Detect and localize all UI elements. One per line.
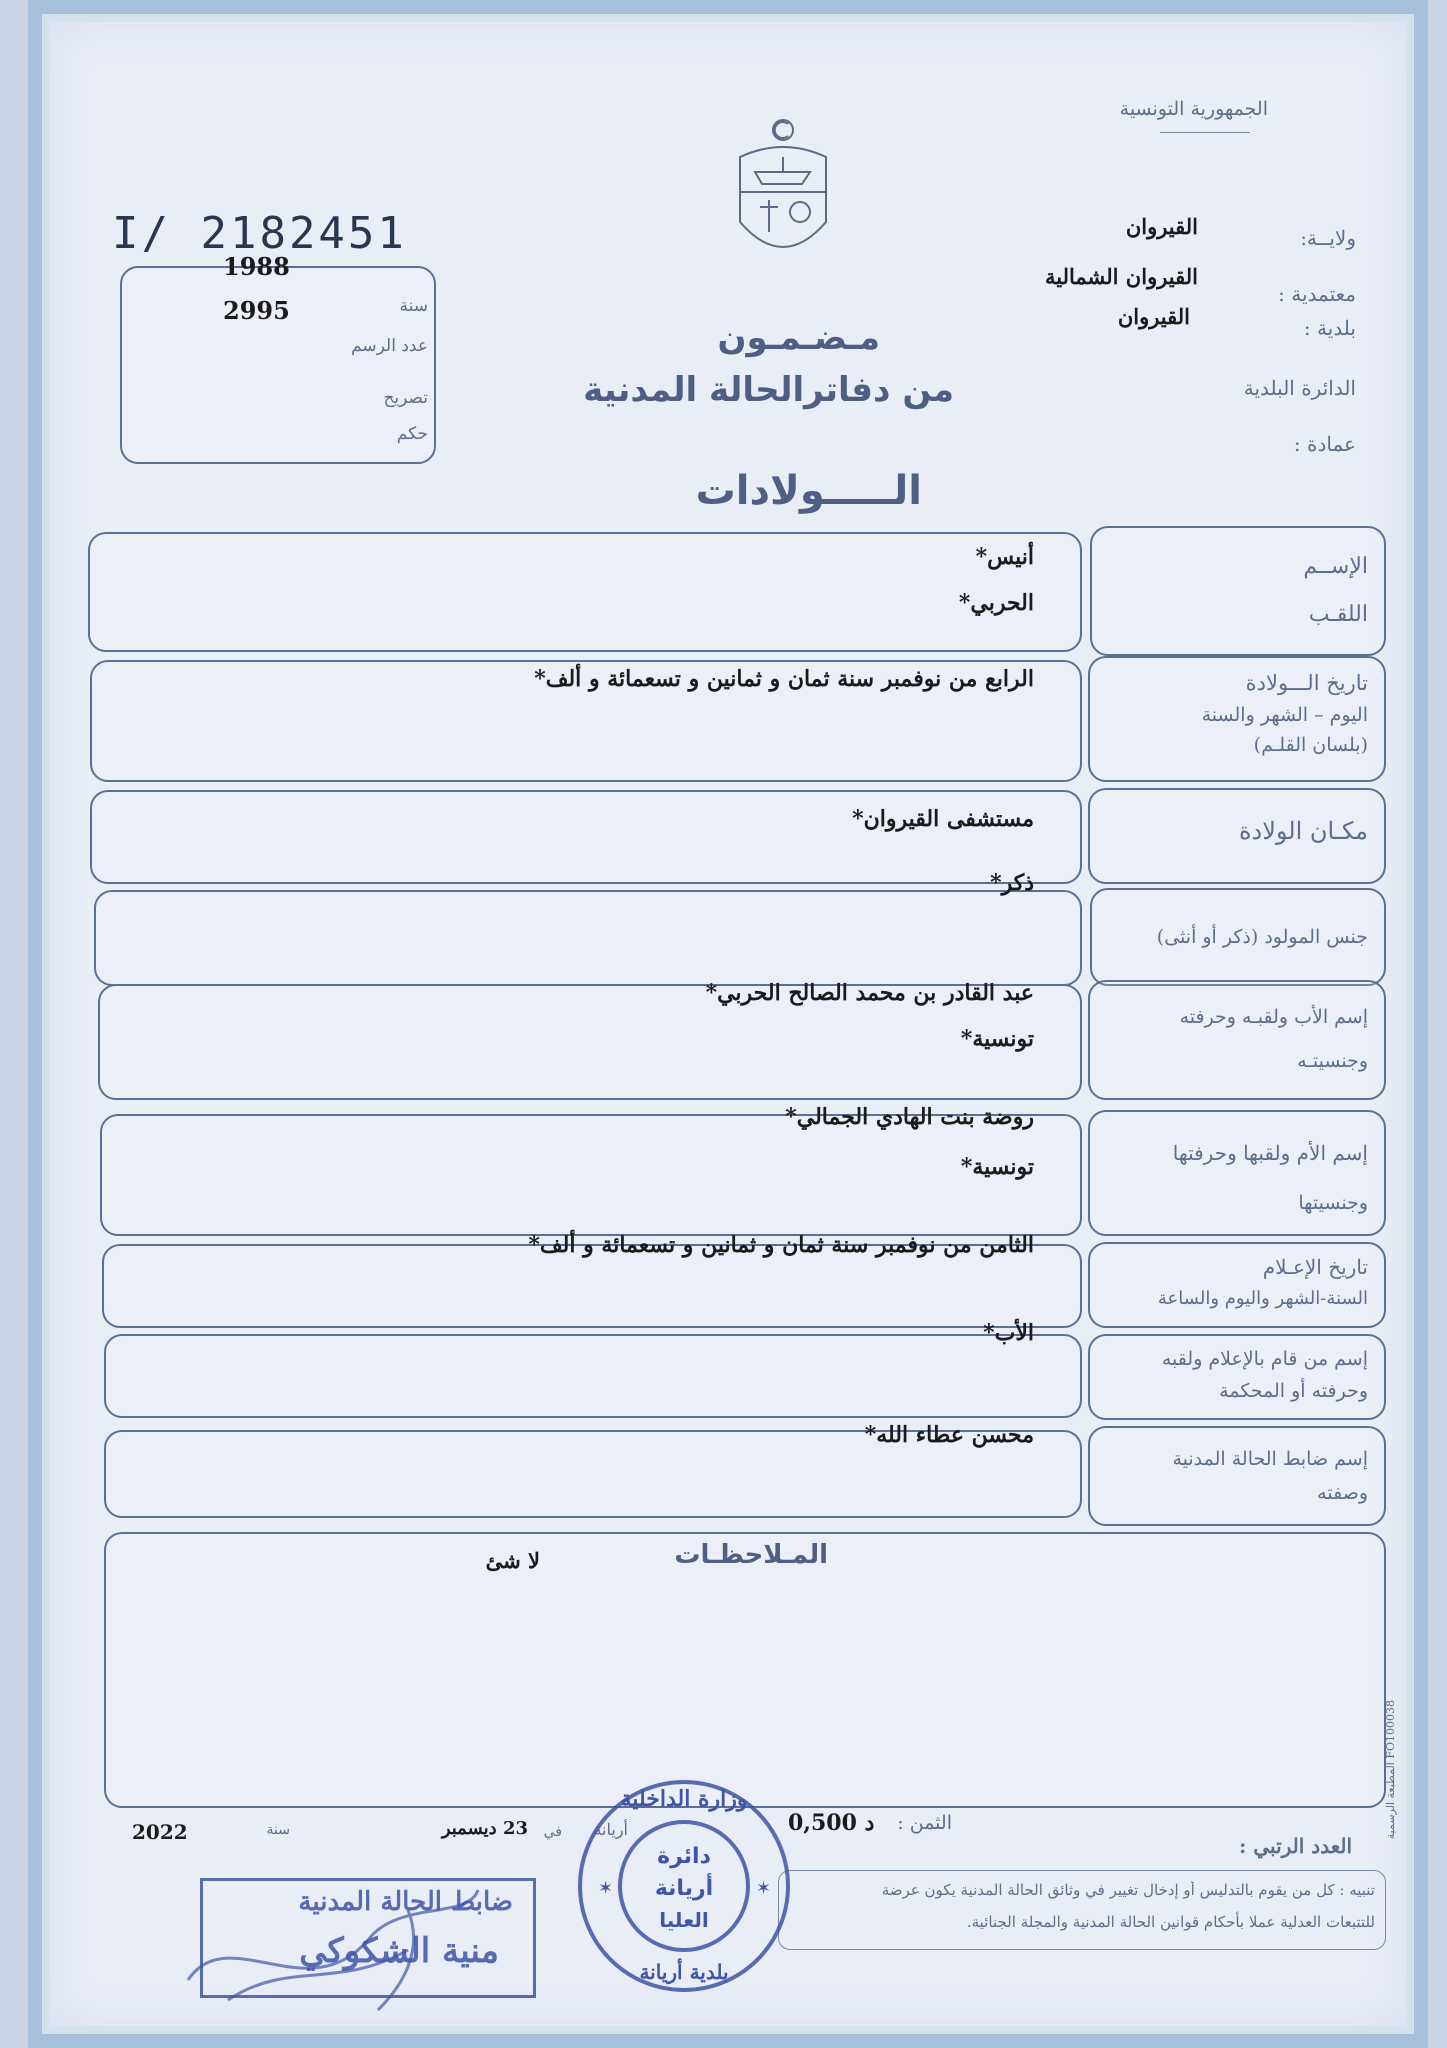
father-name-value: عبد القادر بن محمد الصالح الحربي*: [705, 980, 1034, 1006]
stamp-center-3: العليا: [659, 1908, 709, 1932]
father-nationality-value: تونسية*: [960, 1026, 1034, 1052]
row-birthdate-value-box: [90, 660, 1082, 782]
officer-value: محسن عطاء الله*: [864, 1422, 1034, 1448]
date-year-value: 2022: [132, 1820, 188, 1844]
birthdate-label-3: (بلسان القلـم): [1253, 734, 1368, 756]
name-value: أنيس*: [975, 544, 1034, 570]
mother-nationality-value: تونسية*: [960, 1154, 1034, 1180]
title-extract: مـضـمـون: [717, 318, 880, 358]
mother-label-1: إسم الأم ولقبها وحرفتها: [1172, 1141, 1368, 1165]
date-place: أريانة: [593, 1820, 628, 1839]
governorate-value: القيروان: [1125, 214, 1198, 239]
warning-box: [778, 1870, 1386, 1950]
serial-order-label: العدد الرتبي :: [1239, 1834, 1352, 1858]
birthdate-value: الرابع من نوفمبر سنة ثمان و ثمانين و تسعمائة و ألف*: [534, 666, 1034, 692]
price-value: 0,500 د: [788, 1810, 875, 1836]
row-sex-value-box: [94, 870, 1082, 986]
republic-header: الجمهورية التونسية: [1119, 98, 1268, 120]
delegation-label: معتمدية :: [1278, 282, 1356, 306]
delegation-value: القيروان الشمالية: [1045, 264, 1198, 289]
declarant-label-2: وحرفته أو المحكمة: [1219, 1380, 1368, 1402]
row-mother-value-box: [100, 1104, 1082, 1236]
box-label-declaration: تصريح: [383, 388, 428, 408]
row-birthplace-value-box: [90, 790, 1082, 884]
officer-label-1: إسم ضابط الحالة المدنية: [1172, 1448, 1368, 1470]
row-officer-label-box: [1088, 1426, 1386, 1526]
declarant-value: الأب*: [983, 1320, 1034, 1346]
signature-icon: [168, 1860, 498, 2020]
printer-code: المطبعة الرسمية FO100038: [1384, 1700, 1397, 1840]
surname-label: اللقـب: [1308, 602, 1368, 627]
stamp-outer-bottom: بلدية أريانة: [639, 1960, 729, 1984]
birthplace-label: مكـان الولادة: [1238, 817, 1368, 845]
svg-text:✶: ✶: [598, 1878, 614, 1899]
municipal-stamp-text: [574, 1776, 794, 1996]
svg-text:✶: ✶: [756, 1878, 772, 1899]
declaration-date-label-2: السنة-الشهر واليوم والساعة: [1157, 1288, 1368, 1309]
declarant-label-1: إسم من قام بالإعلام ولقبه: [1161, 1348, 1368, 1370]
officer-stamp-line-2: منية الشكوكي: [299, 1931, 499, 1971]
row-name-value-box: [88, 532, 1082, 652]
sex-label: جنس المولود (ذكر أو أنثى): [1156, 926, 1368, 948]
stamp-center-1: دائرة: [657, 1844, 711, 1869]
title-from-registers: من دفاترالحالة المدنية: [583, 370, 954, 410]
row-declarant-value-box: [104, 1320, 1082, 1418]
mother-name-value: روضة بنت الهادي الجمالي*: [785, 1104, 1034, 1130]
officer-label-2: وصفته: [1317, 1482, 1368, 1504]
row-father-label-box: [1088, 980, 1386, 1100]
document-sheet: [28, 0, 1428, 2048]
declaration-date-label-1: تاريخ الإعـلام: [1262, 1255, 1368, 1279]
municipality-label: بلدية :: [1303, 316, 1356, 340]
sex-value: ذكر*: [990, 870, 1034, 896]
serial-number: I/ 2182451: [112, 208, 407, 259]
birthdate-label-1: تاريخ الـــولادة: [1245, 671, 1368, 695]
birthplace-value: مستشفى القيروان*: [852, 806, 1034, 832]
row-declaration-date-value-box: [102, 1232, 1082, 1328]
father-label-2: وجنسيتـه: [1297, 1050, 1368, 1072]
name-label: الإســم: [1303, 554, 1368, 579]
remarks-value: لا شئ: [485, 1548, 540, 1573]
row-officer-value-box: [104, 1422, 1082, 1518]
row-birthplace-label-box: [1088, 788, 1386, 884]
year-value: 1988: [223, 252, 290, 281]
warning-line-2: للتتبعات العدلية عملا بأحكام قوانين الحالة المدنية والمجلة الجنائية.: [966, 1913, 1375, 1931]
district-label: الدائرة البلدية: [1243, 376, 1356, 400]
row-declarant-label-box: [1088, 1334, 1386, 1420]
governorate-label: ولايــة:: [1300, 226, 1356, 250]
row-declaration-date-label-box: [1088, 1242, 1386, 1328]
row-mother-label-box: [1088, 1110, 1386, 1236]
warning-line-1: تنبيه : كل من يقوم بالتدليس أو إدخال تغيير في وثائق الحالة المدنية يكون عرضة: [881, 1881, 1375, 1899]
title-births: الـــــولادات: [695, 468, 922, 514]
row-father-value-box: [98, 980, 1082, 1100]
father-label-1: إسم الأب ولقبـه وحرفته: [1179, 1006, 1368, 1028]
date-on: في: [543, 1824, 562, 1840]
officer-stamp-line-1: ضابط الحالة المدنية: [298, 1887, 513, 1917]
price-label: الثمن :: [897, 1812, 952, 1834]
box-label-fee-number: عدد الرسم: [351, 336, 428, 356]
coat-of-arms-icon: [730, 112, 836, 272]
stamp-center-2: أريانة: [654, 1876, 714, 1901]
surname-value: الحربي*: [958, 590, 1034, 616]
declaration-date-value: الثامن من نوفمبر سنة ثمان و ثمانين و تسعمائة و ألف*: [528, 1232, 1034, 1258]
date-day-month: 23 ديسمبر: [441, 1818, 528, 1839]
row-birthdate-label-box: [1088, 656, 1386, 782]
birthdate-label-2: اليوم – الشهر والسنة: [1201, 704, 1368, 726]
box-label-year: سنة: [399, 296, 428, 316]
box-label-judgment: حكم: [396, 424, 428, 444]
stamp-outer-top: وزارة الداخلية: [620, 1786, 748, 1812]
republic-underline: [1160, 132, 1250, 133]
row-sex-label-box: [1090, 888, 1386, 986]
sector-label: عمادة :: [1293, 432, 1356, 456]
row-name-label-box: [1090, 526, 1386, 656]
mother-label-2: وجنسيتها: [1298, 1192, 1368, 1214]
date-year-label: سنة: [266, 1822, 290, 1838]
remarks-box: [104, 1532, 1386, 1808]
municipality-value: القيروان: [1117, 304, 1190, 329]
fee-number-value: 2995: [223, 296, 290, 325]
remarks-label: المـلاحظـات: [674, 1540, 828, 1570]
